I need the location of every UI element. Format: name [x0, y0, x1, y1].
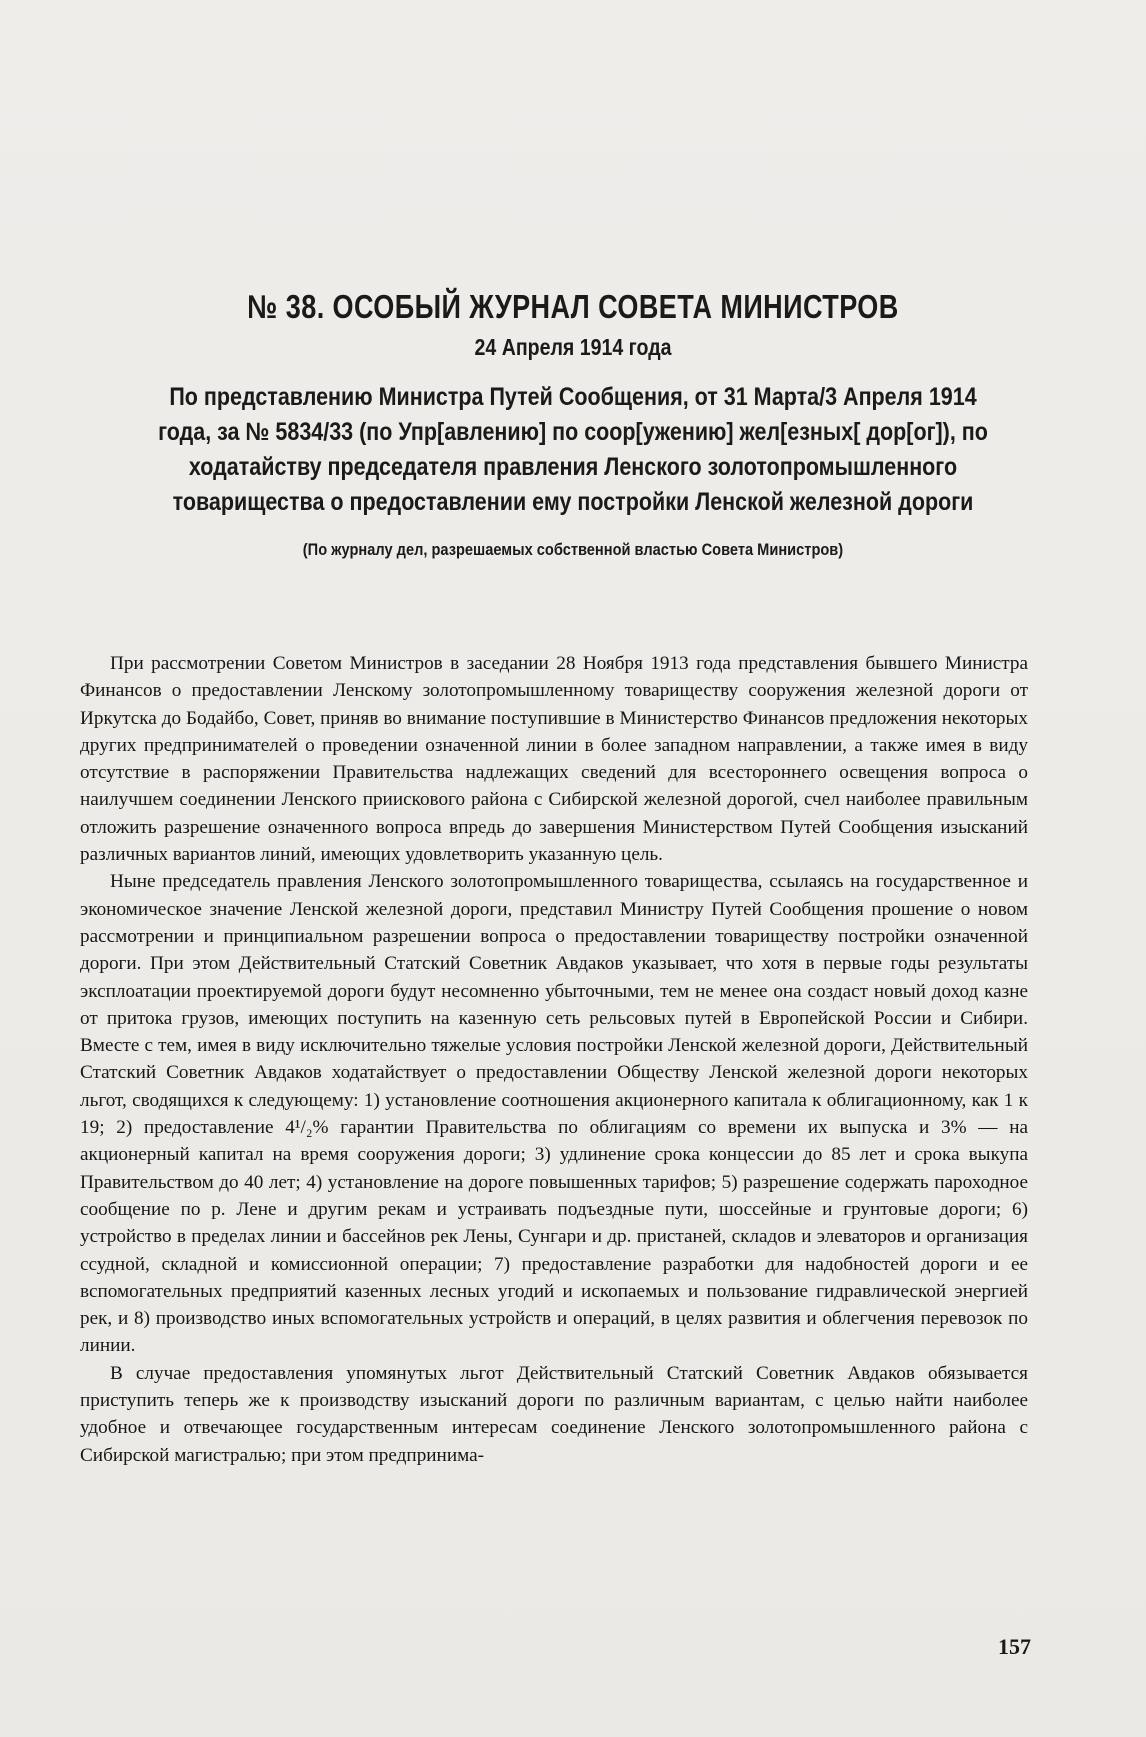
document-heading: [0, 286, 1146, 562]
document-body: [80, 650, 1028, 1469]
body-paragraph: При рассмотрении Советом Министров в заседании 28 Ноября 1913 года представления бывшего Министра Финансов о предоставлении Ленскому золотопромышленному товариществу сооружения железной дороги от Иркутска до Бодайбо, Совет, приняв во внимание поступившие в Министерство Финансов предложения некоторых других предпринимателей о проведении означенной линии в более западном направлении, а также имея в виду отсутствие в распоряжении Правительства надлежащих сведений для всестороннего освещения вопроса о наилучшем соединении Ленского приискового района с Сибирской железной дорогой, счел наиболее правильным отложить разрешение означенного вопроса впредь до завершения Министерством Путей Сообщения изысканий различных вариантов линий, имеющих удовлетворить указанную цель.: [80, 653, 1028, 866]
document-date: 24 Апреля 1914 года: [474, 334, 672, 360]
page-number: 157: [998, 1634, 1031, 1659]
document-title: № 38. ОСОБЫЙ ЖУРНАЛ СОВЕТА МИНИСТРОВ: [247, 288, 899, 325]
document-note: (По журналу дел, разрешаемых собственной властью Совета Министров): [302, 540, 844, 559]
body-paragraph: Ныне председатель правления Ленского золотопромышленного товарищества, ссылаясь на государственное и экономическое значение Ленской железной дороги, представил Министру Путей Сообщения прошение о новом рассмотрении и принципиальном разрешении вопроса о предоставлении товариществу постройки означенной дороги. При этом Действительный Статский Советник Авдаков указывает, что хотя в первые годы результаты эксплоатации проектируемой дороги будут несомненно убыточными, тем не менее она создаст новый доход казне от притока грузов, имеющих поступить на казенную сеть рельсовых путей в Европейской России и Сибири. Вместе с тем, имея в виду исключительно тяжелые условия постройки Ленской железной дороги, Действительный Статский Советник Авдаков ходатайствует о предоставлении Обществу Ленской железной дороги некоторых льгот, сводящихся к следующему: 1) установление соотношения акционерного капитала к облигационному, как 1 к 19; 2) предоставление 4¹/₂% гарантии Правительства по облигациям со времени их выпуска и 3% — на акционерный капитал на время сооружения дороги; 3) удлинение срока концессии до 85 лет и срока выкупа Правительством до 40 лет; 4) установление на дороге повышенных тарифов; 5) разрешение содержать пароходное сообщение по р. Лене и другим рекам и устраивать подъездные пути, шоссейные и грунтовые дороги; 6) устройство в пределах линии и бассейнов рек Лены, Сунгари и др. пристаней, складов и элеваторов и организация ссудной, складной и комиссионной операции; 7) предоставление разработки для надобностей дороги и ее вспомогательных предприятий казенных лесных угодий и ископаемых и пользование гидравлической энергией рек, и 8) производство иных вспомогательных устройств и операций, в целях развития и облегчения перевозок по линии.: [80, 871, 1028, 1357]
body-paragraph: В случае предоставления упомянутых льгот Действительный Статский Советник Авдаков обязывается приступить теперь же к производству изысканий дороги по различным вариантам, с целью найти наиболее удобное и отвечающее государственным интересам соединение Ленского золотопромышленного района с Сибирской магистралью; при этом предпринима-: [80, 1362, 1028, 1466]
document-subtitle: По представлению Министра Путей Сообщения, от 31 Марта/3 Апреля 1914 года, за № 5834/33 (по Упр[авлению] по соор[ужению] жел[езных[ дор[ог]), по ходатайству председателя правления Ленского золотопромышленного товарищества о предоставлении ему постройки Ленской железной дороги: [158, 383, 988, 516]
